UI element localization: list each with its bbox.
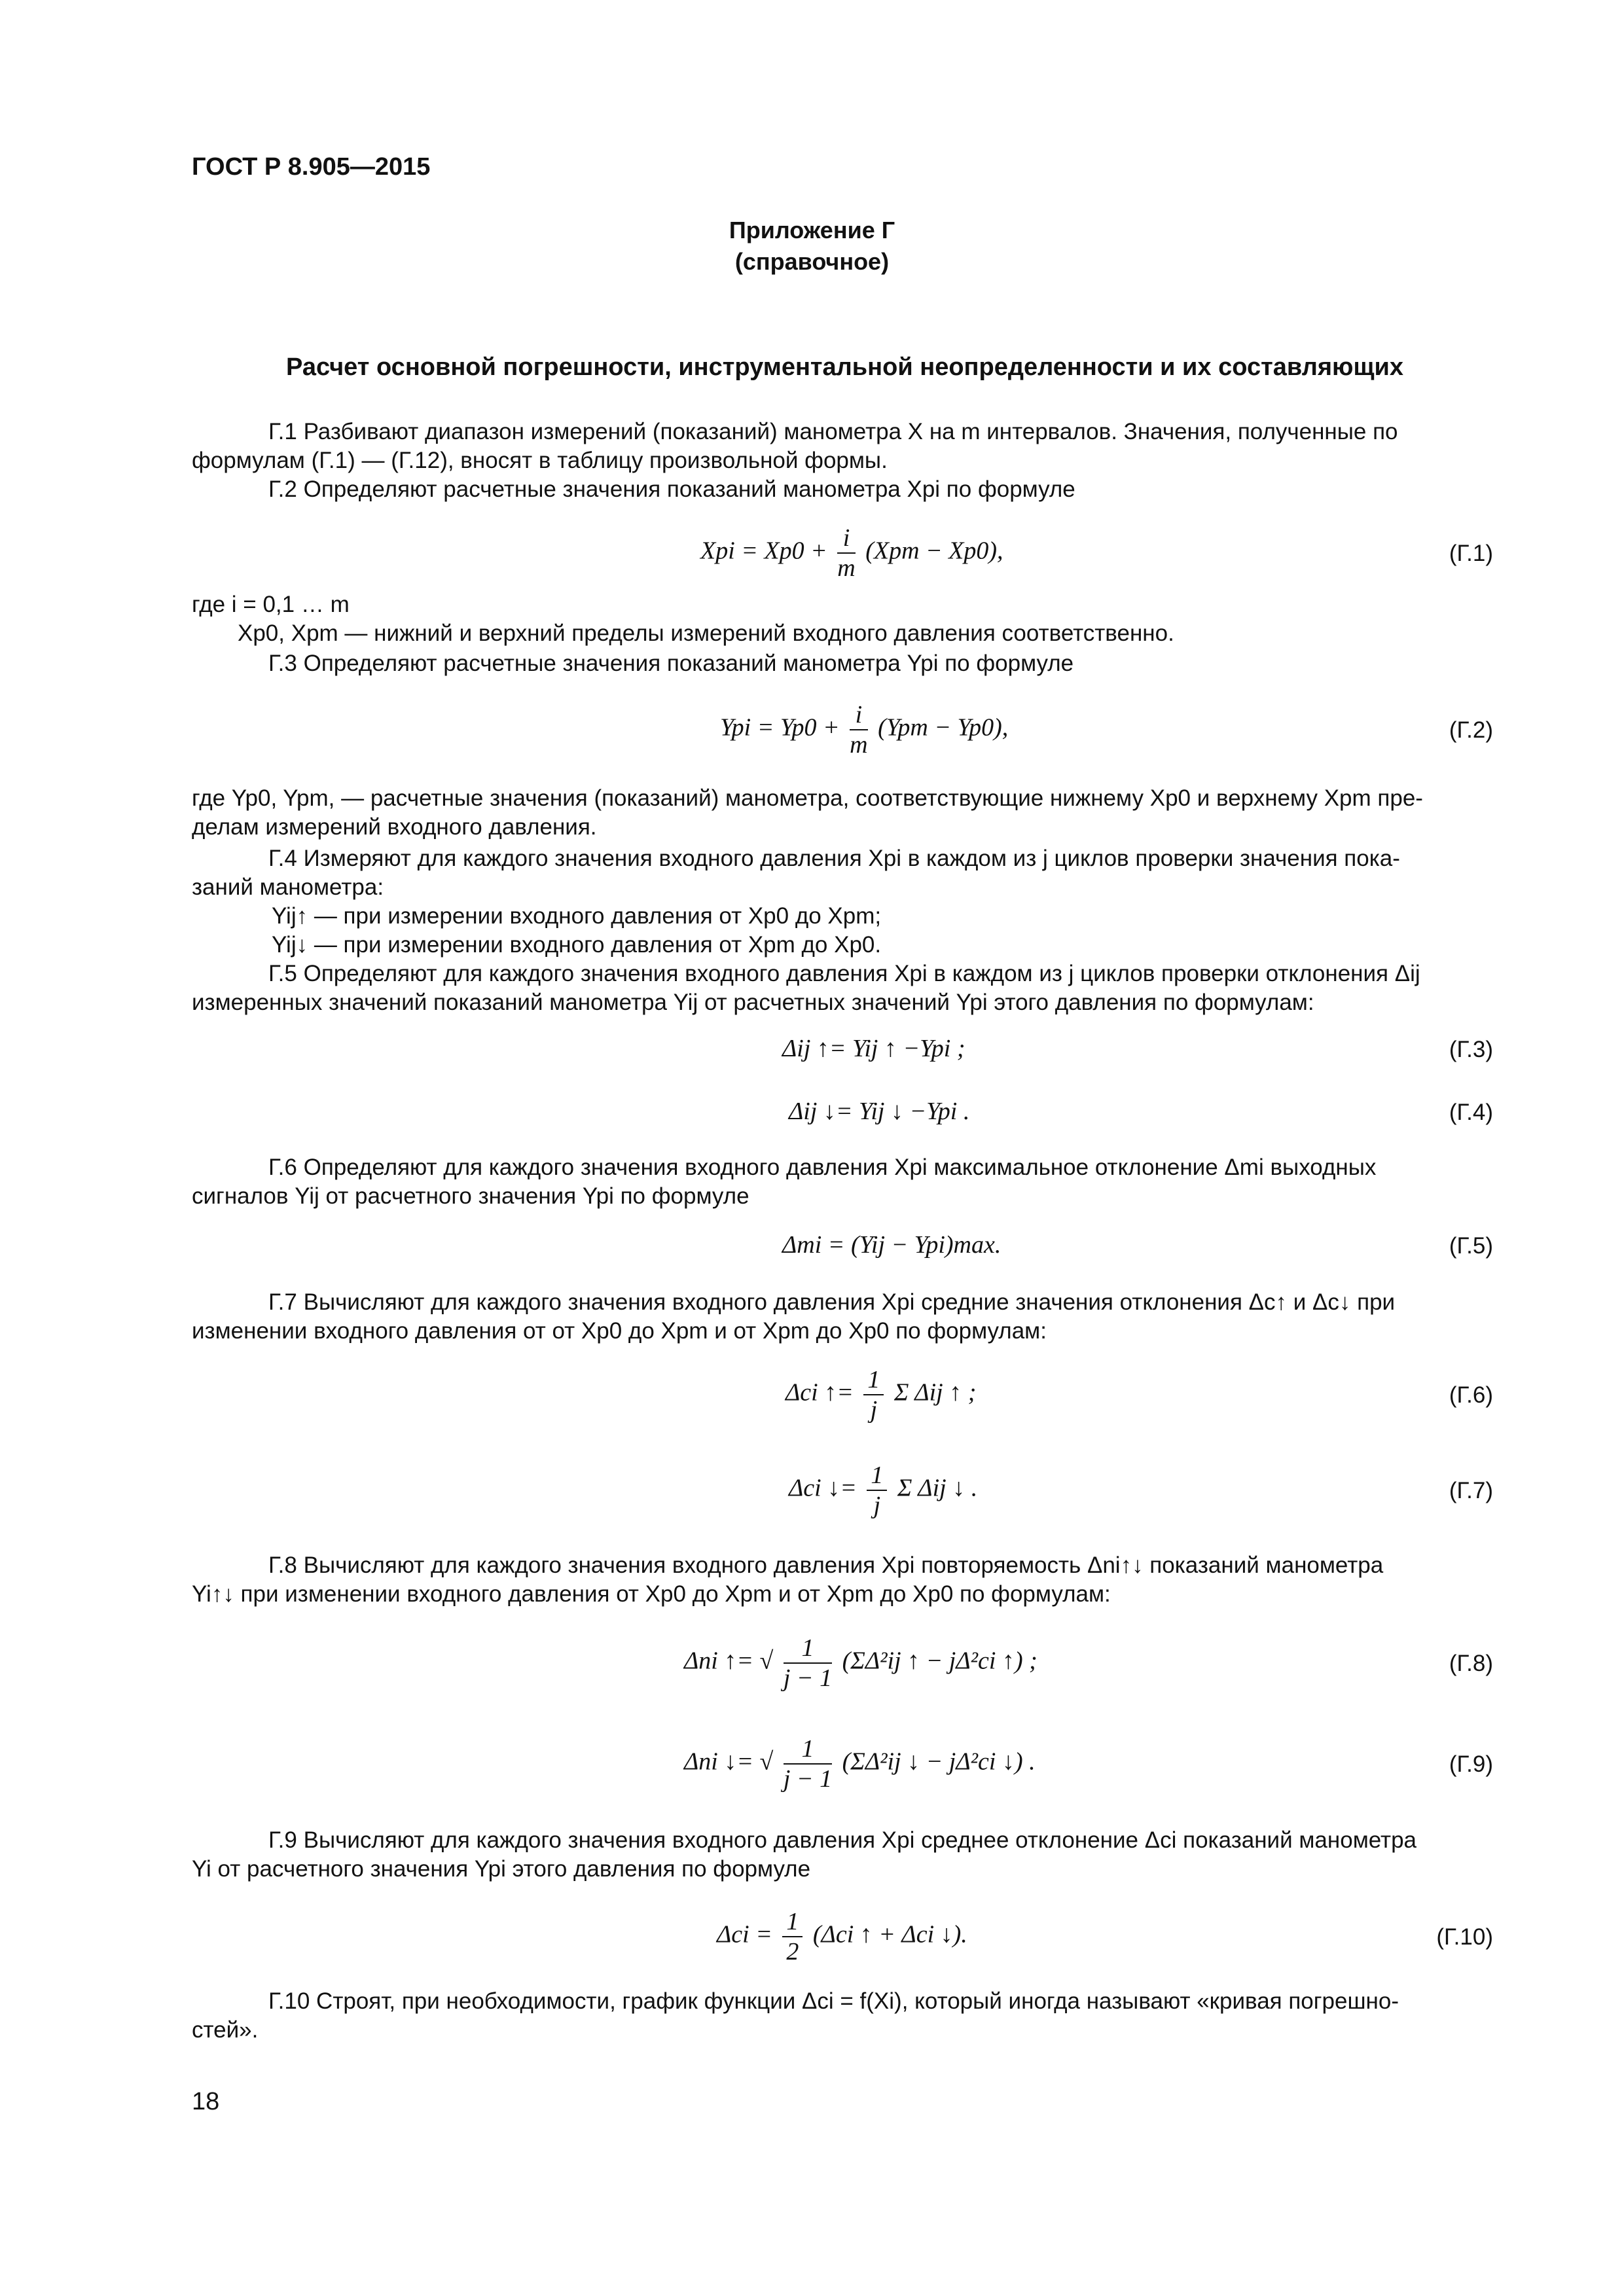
equation-g8-denominator: j − 1 bbox=[783, 1664, 833, 1692]
page-number: 18 bbox=[192, 2088, 220, 2115]
equation-g7-lhs: Δci ↓= bbox=[789, 1474, 857, 1502]
equation-g7-fraction bbox=[867, 1461, 887, 1520]
sqrt-icon: √ bbox=[759, 1647, 774, 1675]
equation-g2-lhs: Ypi = Yp0 + bbox=[720, 713, 840, 742]
equation-g1-fraction bbox=[837, 524, 855, 583]
paragraph-g5-line2: измеренных значений показаний манометра Yij от расчетных значений Ypi этого давления по формулам: bbox=[192, 990, 1314, 1015]
paragraph-g4-line2: заний манометра: bbox=[192, 874, 384, 900]
where-g1-line2: Xp0, Xpm — нижний и верхний пределы измерений входного давления соответственно. bbox=[238, 620, 1174, 646]
equation-g2-rhs: (Ypm − Yp0), bbox=[878, 713, 1009, 742]
paragraph-g10-line1: Г.10 Строят, при необходимости, график функции Δci = f(Xi), который иногда называют «кривая погрешно- bbox=[268, 1988, 1399, 2014]
equation-g4-number: (Г.4) bbox=[1449, 1100, 1493, 1125]
equation-g1-denominator: m bbox=[837, 554, 856, 582]
paragraph-g9-line1: Г.9 Вычисляют для каждого значения входного давления Xpi среднее отклонение Δci показаний манометра bbox=[268, 1827, 1417, 1853]
equation-g6-number: (Г.6) bbox=[1449, 1382, 1493, 1408]
equation-g8-fraction bbox=[784, 1634, 832, 1693]
equation-g1-lhs: Xpi = Xp0 + bbox=[700, 537, 827, 565]
equation-g2-numerator: i bbox=[850, 700, 867, 730]
equation-g8-rhs: (ΣΔ²ij ↑ − jΔ²ci ↑) ; bbox=[842, 1647, 1038, 1675]
equation-g1-rhs: (Xpm − Xp0), bbox=[865, 537, 1003, 565]
standard-header: ГОСТ Р 8.905—2015 bbox=[192, 153, 431, 181]
paragraph-g10-line2: стей». bbox=[192, 2017, 259, 2043]
equation-g6-fraction bbox=[863, 1365, 884, 1424]
where-g1-line1: где i = 0,1 … m bbox=[192, 592, 350, 617]
paragraph-g9-line2: Yi от расчетного значения Ypi этого давления по формуле bbox=[192, 1856, 811, 1882]
equation-g7 bbox=[789, 1461, 977, 1520]
equation-g9-denominator: j − 1 bbox=[783, 1765, 833, 1793]
paragraph-g6-line1: Г.6 Определяют для каждого значения входного давления Xpi максимальное отклонение Δmi выходных bbox=[268, 1155, 1377, 1180]
equation-g10 bbox=[717, 1907, 967, 1966]
equation-g6-numerator: 1 bbox=[863, 1365, 884, 1395]
where-g2-line2: делам измерений входного давления. bbox=[192, 814, 597, 840]
equation-g3: Δij ↑= Yij ↑ −Ypi ; bbox=[782, 1035, 965, 1062]
section-title: Расчет основной погрешности, инструментальной неопределенности и их составляющих bbox=[285, 353, 1404, 381]
equation-g8 bbox=[684, 1634, 1038, 1693]
paragraph-g7-line1: Г.7 Вычисляют для каждого значения входного давления Xpi средние значения отклонения Δc↑ и Δc↓ при bbox=[268, 1289, 1396, 1315]
paragraph-g4-line1: Г.4 Измеряют для каждого значения входного давления Xpi в каждом из j циклов проверки значения пока- bbox=[268, 846, 1400, 871]
equation-g9-number: (Г.9) bbox=[1449, 1751, 1493, 1777]
equation-g2-fraction bbox=[850, 700, 867, 759]
equation-g7-numerator: 1 bbox=[867, 1461, 887, 1491]
sqrt-icon: √ bbox=[759, 1748, 774, 1776]
paragraph-g5-line1: Г.5 Определяют для каждого значения входного давления Xpi в каждом из j циклов проверки отклонения Δij bbox=[268, 961, 1420, 986]
paragraph-g7-line2: изменении входного давления от от Xp0 до Xpm и от Xpm до Xp0 по формулам: bbox=[192, 1318, 1047, 1344]
equation-g10-denominator: 2 bbox=[786, 1938, 799, 1965]
equation-g10-rhs: (Δci ↑ + Δci ↓). bbox=[812, 1920, 967, 1948]
equation-g9-fraction bbox=[784, 1734, 832, 1793]
equation-g4: Δij ↓= Yij ↓ −Ypi . bbox=[789, 1098, 970, 1125]
equation-g9 bbox=[684, 1734, 1036, 1793]
equation-g9-rhs: (ΣΔ²ij ↓ − jΔ²ci ↓) . bbox=[842, 1748, 1036, 1776]
equation-g1 bbox=[700, 524, 1003, 583]
equation-g10-fraction bbox=[782, 1907, 803, 1966]
where-g2-line1: где Yp0, Ypm, — расчетные значения (показаний) манометра, соответствующие нижнему Xp0 и верхнему Xpm пре- bbox=[192, 785, 1423, 811]
equation-g8-number: (Г.8) bbox=[1449, 1651, 1493, 1676]
equation-g2-denominator: m bbox=[850, 731, 868, 759]
equation-g8-numerator: 1 bbox=[784, 1634, 832, 1664]
paragraph-g2: Г.2 Определяют расчетные значения показаний манометра Xpi по формуле bbox=[268, 476, 1075, 502]
equation-g9-numerator: 1 bbox=[784, 1734, 832, 1765]
equation-g2 bbox=[720, 700, 1008, 759]
appendix-heading bbox=[0, 215, 1624, 278]
equation-g8-lhs: Δni ↑= bbox=[684, 1647, 754, 1675]
appendix-type: (справочное) bbox=[734, 248, 890, 275]
equation-g7-denominator: j bbox=[873, 1492, 881, 1519]
equation-g5: Δmi = (Yij − Ypi)max. bbox=[782, 1231, 1001, 1259]
equation-g1-numerator: i bbox=[837, 524, 855, 554]
paragraph-g4-up: Yij↑ — при измерении входного давления от Xp0 до Xpm; bbox=[272, 903, 882, 929]
paragraph-g8-line2: Yi↑↓ при изменении входного давления от Xp0 до Xpm и от Xpm до Xp0 по формулам: bbox=[192, 1581, 1111, 1607]
equation-g9-lhs: Δni ↓= bbox=[684, 1748, 754, 1776]
equation-g10-number: (Г.10) bbox=[1436, 1924, 1493, 1950]
paragraph-g1-line2: формулам (Г.1) — (Г.12), вносят в таблицу произвольной формы. bbox=[192, 448, 888, 473]
equation-g1-number: (Г.1) bbox=[1449, 541, 1493, 566]
equation-g3-number: (Г.3) bbox=[1449, 1037, 1493, 1062]
appendix-title: Приложение Г bbox=[729, 217, 895, 243]
equation-g7-number: (Г.7) bbox=[1449, 1478, 1493, 1503]
equation-g10-lhs: Δci = bbox=[717, 1920, 772, 1948]
equation-g2-number: (Г.2) bbox=[1449, 717, 1493, 743]
equation-g7-rhs: Σ Δij ↓ . bbox=[897, 1474, 978, 1502]
paragraph-g8-line1: Г.8 Вычисляют для каждого значения входного давления Xpi повторяемость Δni↑↓ показаний манометра bbox=[268, 1552, 1384, 1578]
equation-g5-number: (Г.5) bbox=[1449, 1233, 1493, 1259]
paragraph-g1-line1: Г.1 Разбивают диапазон измерений (показаний) манометра X на m интервалов. Значения, полученные по bbox=[268, 419, 1398, 444]
paragraph-g6-line2: сигналов Yij от расчетного значения Ypi по формуле bbox=[192, 1183, 749, 1209]
equation-g6-rhs: Σ Δij ↑ ; bbox=[893, 1378, 977, 1407]
equation-g6-denominator: j bbox=[870, 1396, 878, 1424]
equation-g10-numerator: 1 bbox=[782, 1907, 803, 1937]
equation-g6-lhs: Δci ↑= bbox=[785, 1378, 854, 1407]
paragraph-g3: Г.3 Определяют расчетные значения показаний манометра Ypi по формуле bbox=[268, 651, 1074, 676]
equation-g6 bbox=[785, 1365, 976, 1424]
paragraph-g4-down: Yij↓ — при измерении входного давления от Xpm до Xp0. bbox=[272, 932, 882, 958]
